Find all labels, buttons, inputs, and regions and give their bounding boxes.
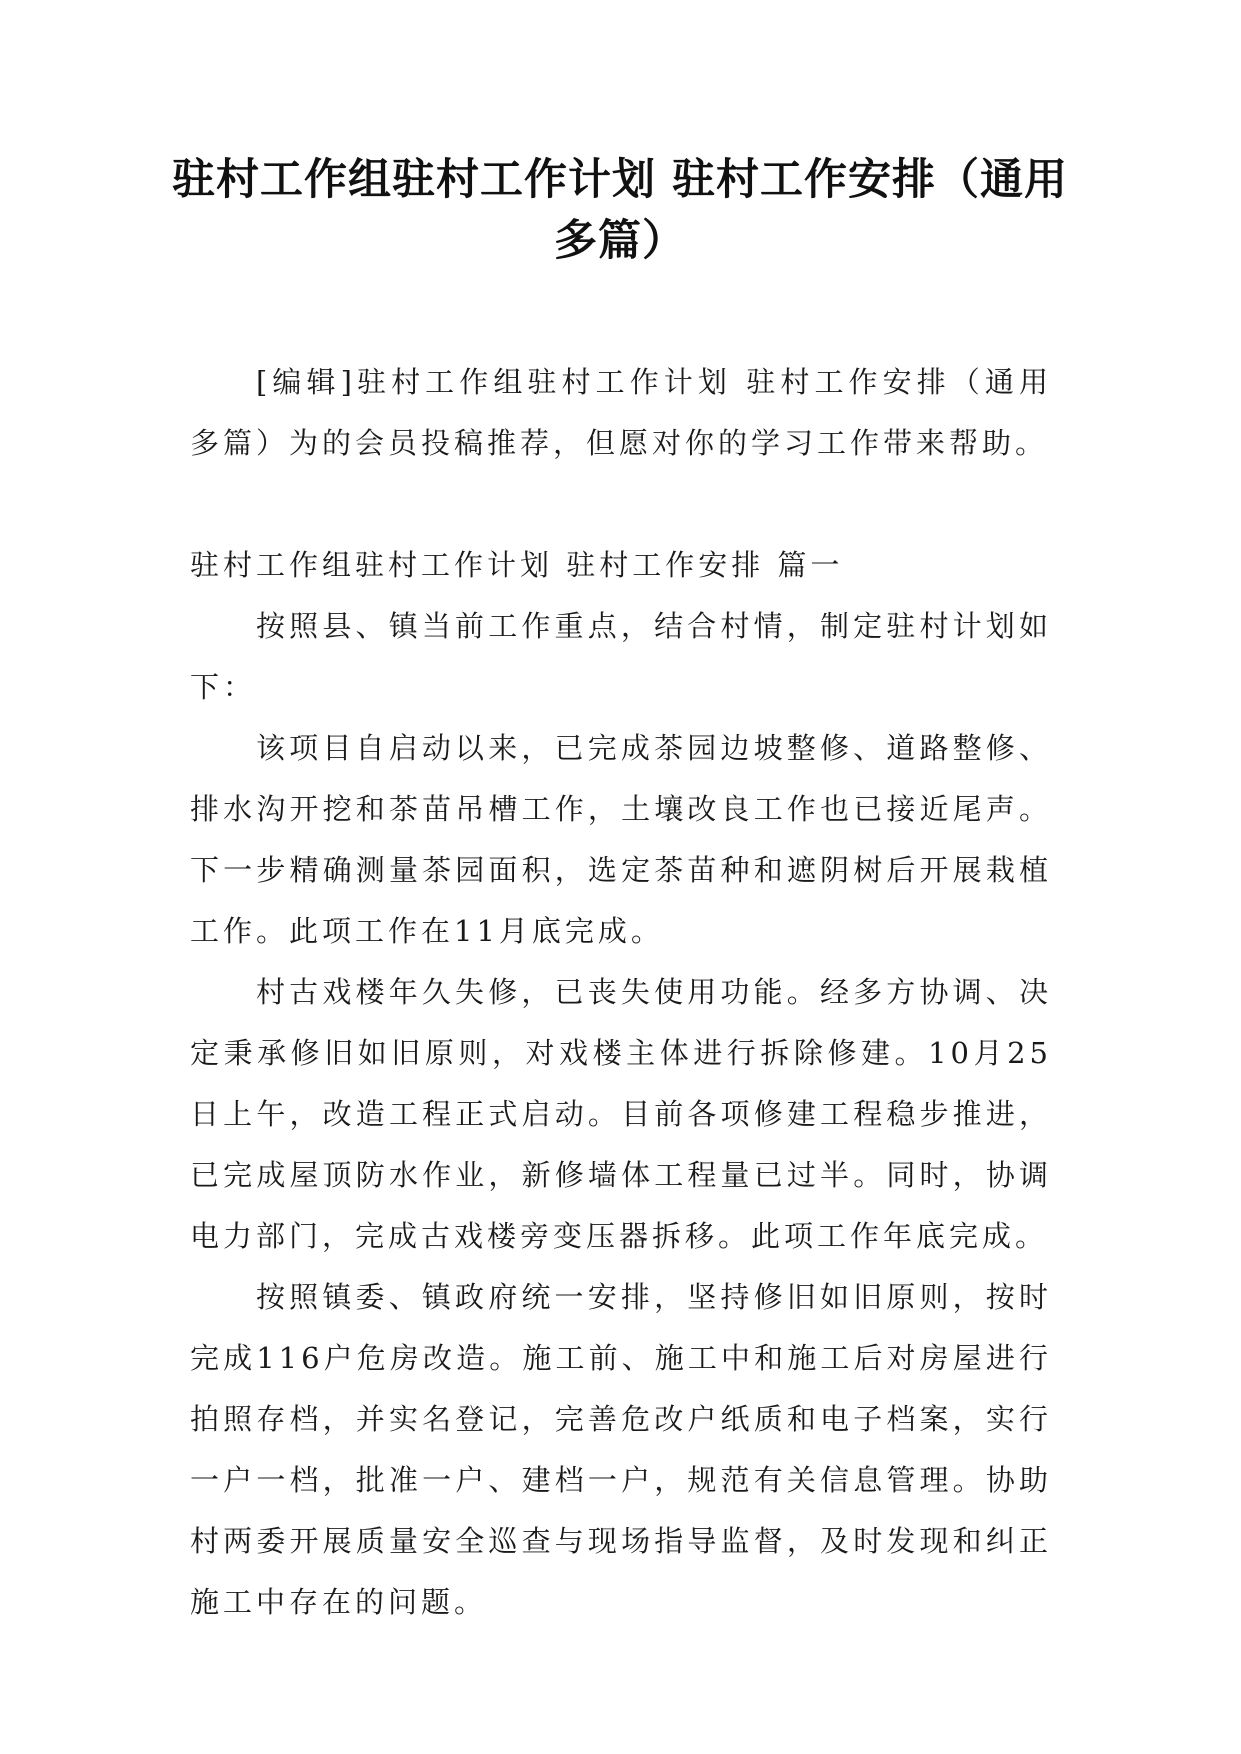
document-title: 驻村工作组驻村工作计划 驻村工作安排（通用多篇） [172, 155, 1068, 266]
body-paragraph: 按照县、镇当前工作重点，结合村情，制定驻村计划如下： [190, 609, 1052, 704]
section-heading: 驻村工作组驻村工作计划 驻村工作安排 篇一 [190, 548, 844, 582]
body-paragraph: 按照镇委、镇政府统一安排，坚持修旧如旧原则，按时完成116户危房改造。施工前、施工中和施工后对房屋进行拍照存档，并实名登记，完善危改户纸质和电子档案，实行一户一档，批准一户、建档一户，规范有关信息管理。协助村两委开展质量安全巡查与现场指导监督，及时发现和纠正施工中存在的问题。 [190, 1280, 1052, 1619]
document-body [190, 352, 1052, 1633]
intro-paragraph: [编辑]驻村工作组驻村工作计划 驻村工作安排（通用多篇）为的会员投稿推荐，但愿对你的学习工作带来帮助。 [190, 365, 1052, 460]
body-paragraph: 村古戏楼年久失修，已丧失使用功能。经多方协调、决定秉承修旧如旧原则，对戏楼主体进行拆除修建。10月25日上午，改造工程正式启动。目前各项修建工程稳步推进，已完成屋顶防水作业，新修墙体工程量已过半。同时，协调电力部门，完成古戏楼旁变压器拆移。此项工作年底完成。 [190, 975, 1052, 1253]
body-paragraph: 该项目自启动以来，已完成茶园边坡整修、道路整修、排水沟开挖和茶苗吊槽工作，土壤改良工作也已接近尾声。下一步精确测量茶园面积，选定茶苗种和遮阴树后开展栽植工作。此项工作在11月底完成。 [190, 731, 1052, 948]
